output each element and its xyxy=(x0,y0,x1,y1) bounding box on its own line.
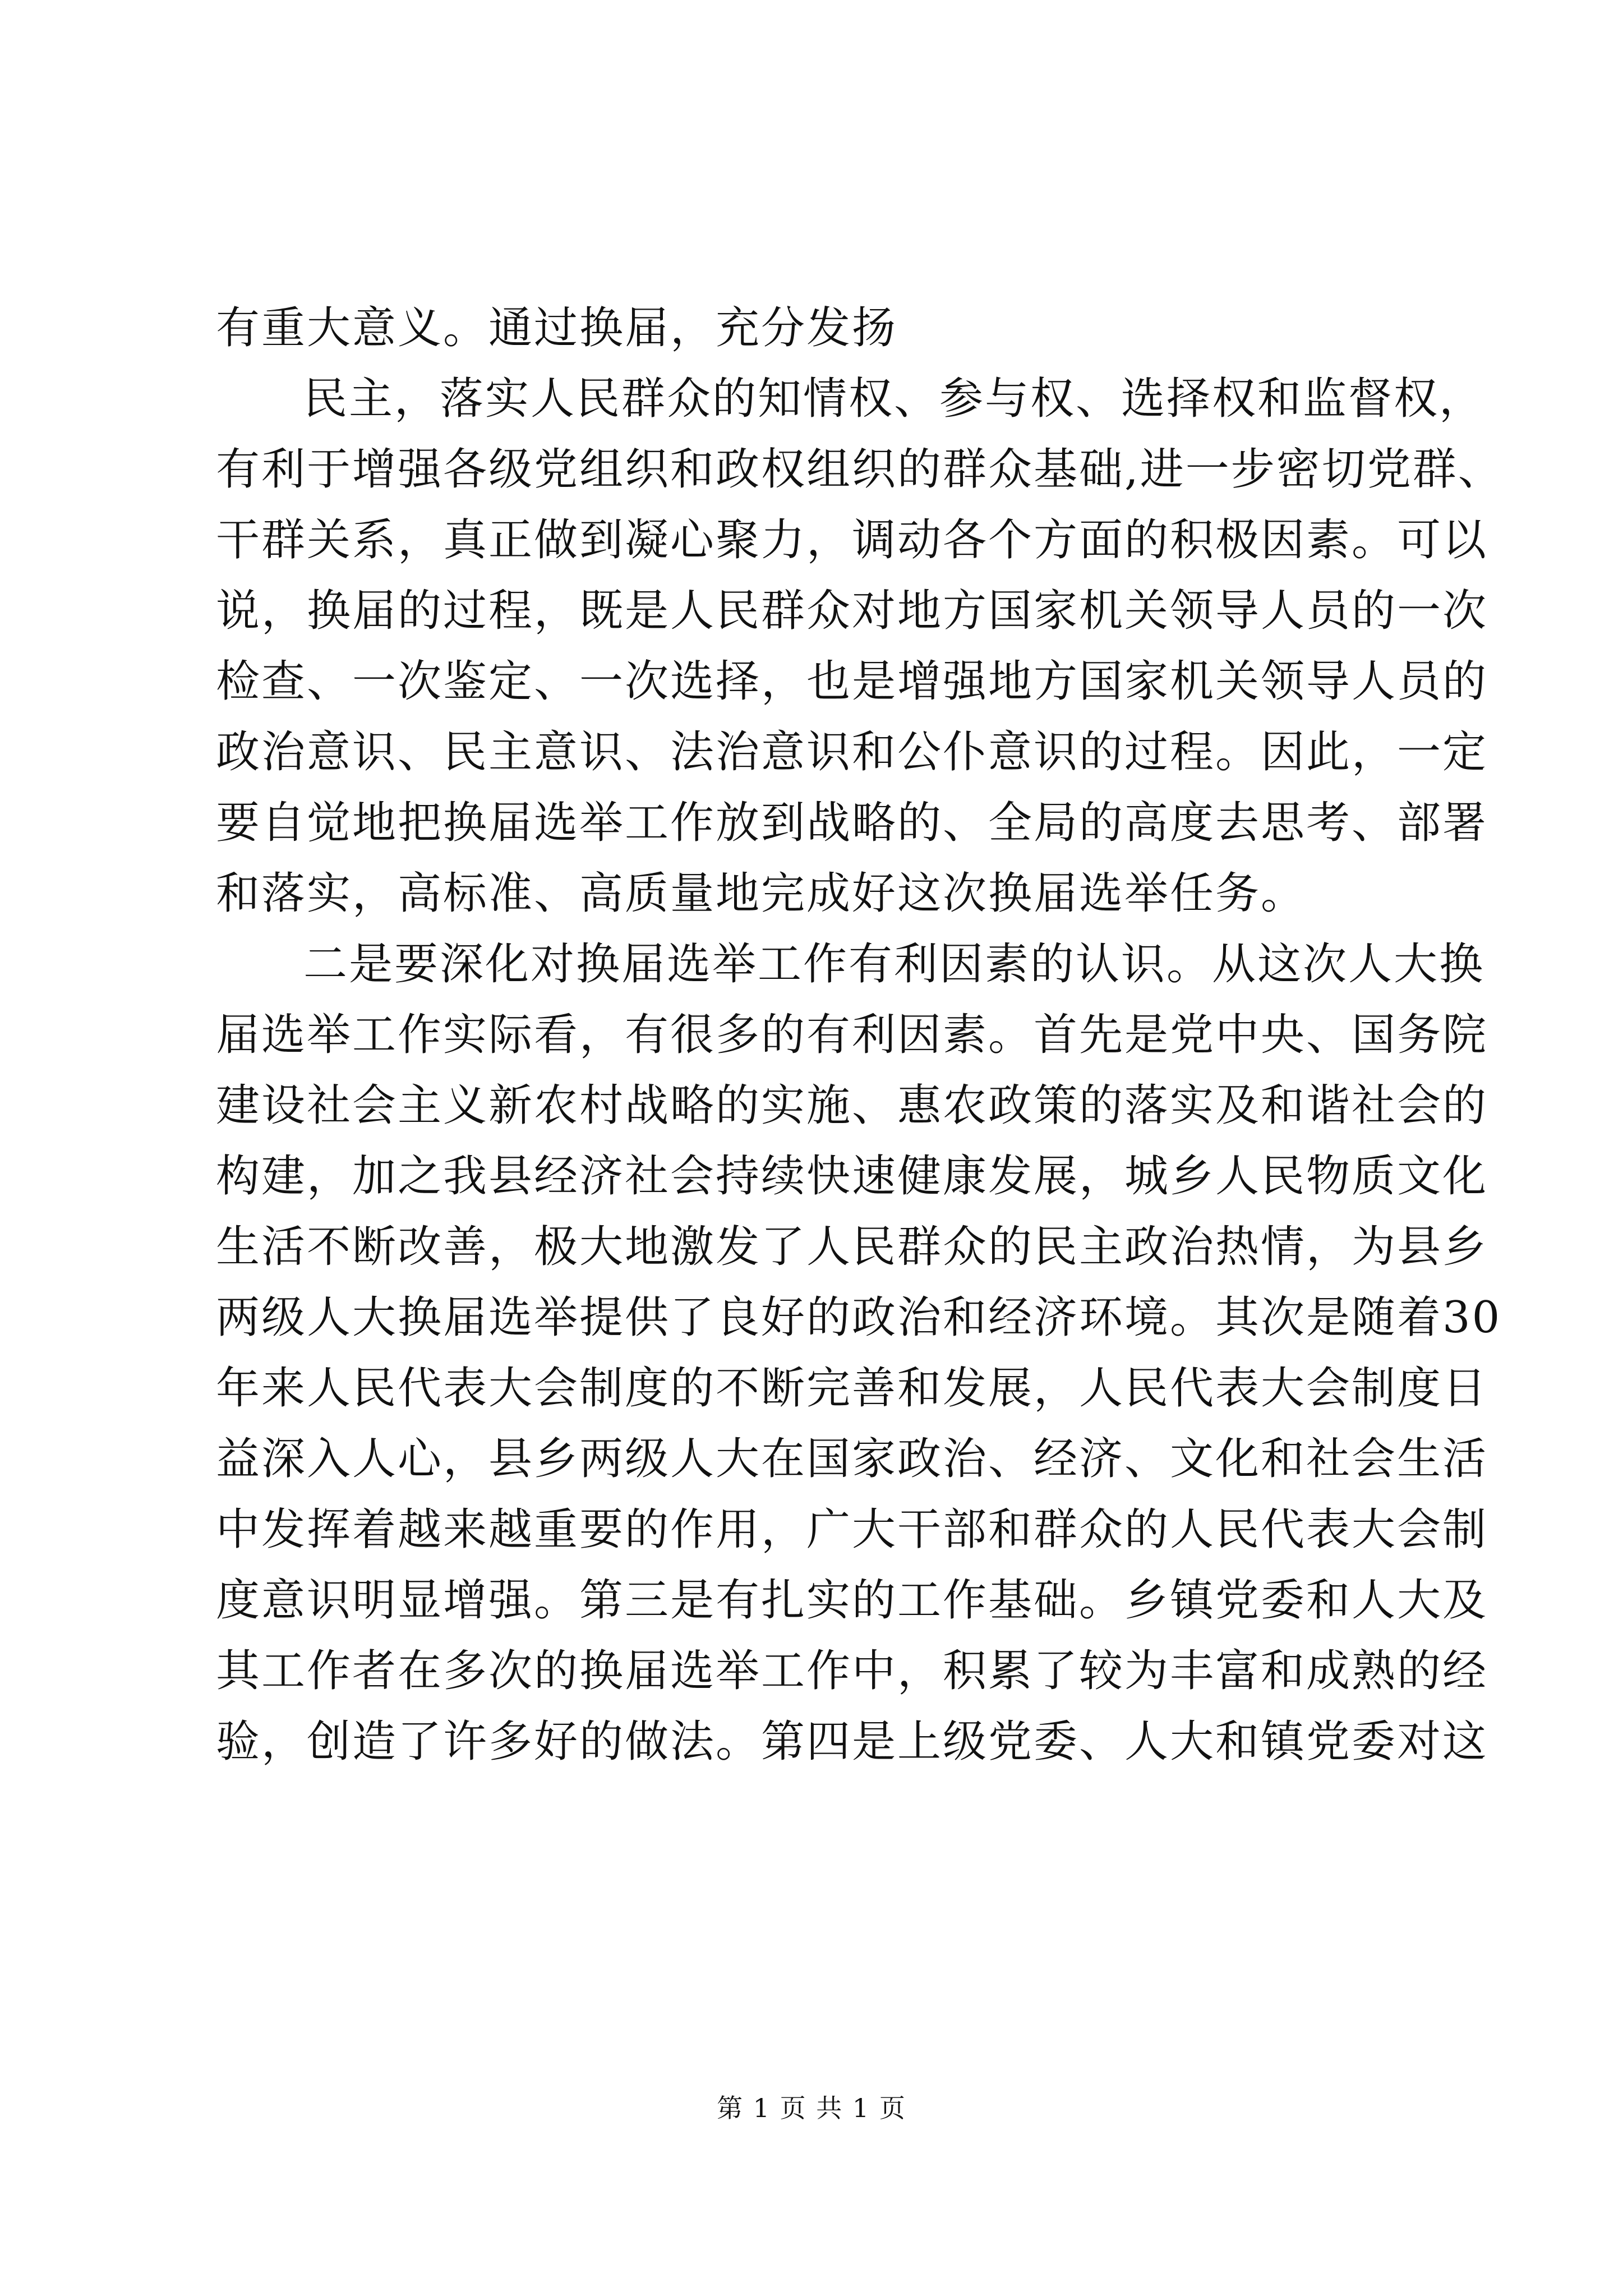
paragraph-first-line: 民主，落实人民群众的知情权、参与权、选择权和监督权， xyxy=(303,374,1485,424)
text-line: 中发挥着越来越重要的作用，广大干部和群众的人民代表大会制 xyxy=(216,1504,1488,1555)
body-text xyxy=(216,293,1504,1777)
text-line: 说，换届的过程，既是人民群众对地方国家机关领导人员的一次 xyxy=(216,586,1488,636)
page-footer xyxy=(0,2091,1623,2125)
text-line: 有利于增强各级党组织和政权组织的群众基础,进一步密切党群、 xyxy=(216,444,1504,495)
text-line: 建设社会主义新农村战略的实施、惠农政策的落实及和谐社会的 xyxy=(216,1080,1488,1131)
text-line: 验，创造了许多好的做法。第四是上级党委、人大和镇党委对这 xyxy=(216,1717,1488,1767)
text-line: 政治意识、民主意识、法治意识和公仆意识的过程。因此，一定 xyxy=(216,727,1488,777)
text-line: 构建，加之我县经济社会持续快速健康发展，城乡人民物质文化 xyxy=(216,1151,1488,1202)
text-line: 生活不断改善，极大地激发了人民群众的民主政治热情，为县乡 xyxy=(216,1222,1488,1272)
paragraph-first-line: 二是要深化对换届选举工作有利因素的认识。从这次人大换 xyxy=(303,939,1485,990)
text-line: 度意识明显增强。第三是有扎实的工作基础。乡镇党委和人大及 xyxy=(216,1575,1488,1626)
text-line: 和落实，高标准、高质量地完成好这次换届选举任务。 xyxy=(216,868,1307,919)
text-line: 其工作者在多次的换届选举工作中，积累了较为丰富和成熟的经 xyxy=(216,1646,1488,1696)
text-line: 干群关系，真正做到凝心聚力，调动各个方面的积极因素。可以 xyxy=(216,515,1488,565)
text-line: 届选举工作实际看，有很多的有利因素。首先是党中央、国务院 xyxy=(216,1010,1488,1060)
text-line: 年来人民代表大会制度的不断完善和发展，人民代表大会制度日 xyxy=(216,1363,1488,1414)
text-line: 要自觉地把换届选举工作放到战略的、全局的高度去思考、部署 xyxy=(216,798,1488,848)
text-line: 两级人大换届选举提供了良好的政治和经济环境。其次是随着30 xyxy=(216,1292,1502,1343)
text-line: 检查、一次鉴定、一次选择，也是增强地方国家机关领导人员的 xyxy=(216,656,1488,707)
text-line: 益深入人心，县乡两级人大在国家政治、经济、文化和社会生活 xyxy=(216,1434,1488,1484)
text-line: 有重大意义。通过换届，充分发扬 xyxy=(216,303,898,353)
page-number: 第 1 页 共 1 页 xyxy=(717,2093,906,2123)
